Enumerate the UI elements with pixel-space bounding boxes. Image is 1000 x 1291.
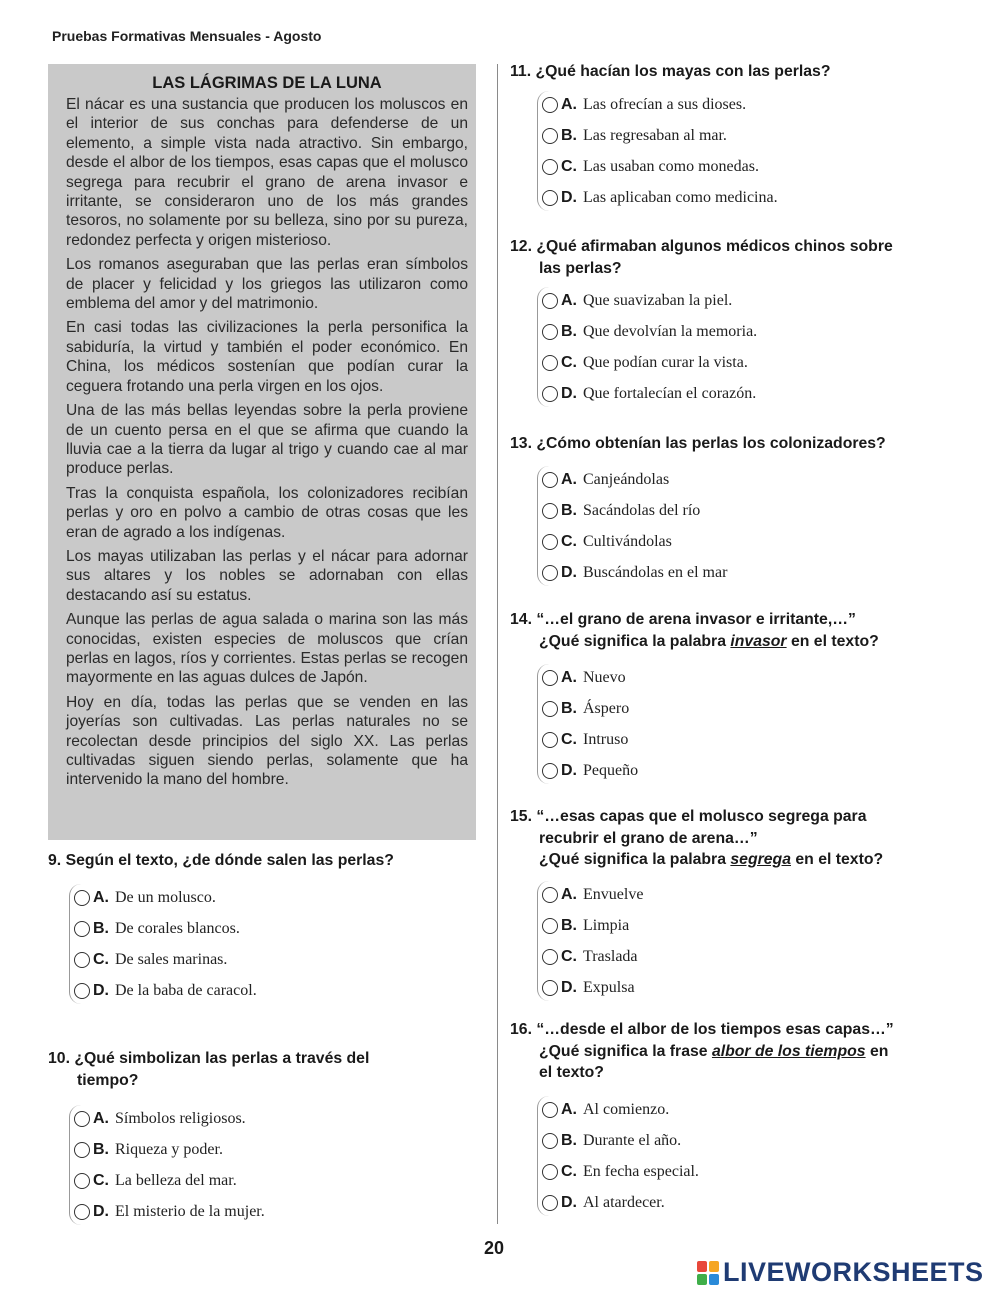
option-text: Que suavizaban la piel. [583,291,733,309]
question-10-options [74,1103,265,1227]
option-text: Al comienzo. [583,1100,670,1118]
question-12-options [542,285,757,409]
radio-bubble[interactable] [542,763,558,779]
answer-option[interactable] [542,316,757,347]
option-text: Limpia [583,916,630,934]
reading-paragraph: Hoy en día, todas las perlas que se venden en las joyerías son cultivadas. Las perlas naturales no se recolectan desde principios del siglo XX. Las perlas cultivadas siguen siendo perlas, solamente que ha intervenido la mano del hombre. [66,693,468,789]
option-letter: A. [561,291,577,309]
option-text: Nuevo [583,668,626,686]
radio-bubble[interactable] [74,952,90,968]
answer-option[interactable] [74,975,257,1006]
answer-option[interactable] [74,1103,265,1134]
question-11-options [542,89,778,213]
answer-option[interactable] [542,724,638,755]
radio-bubble[interactable] [542,949,558,965]
option-text: Envuelve [583,885,644,903]
radio-bubble[interactable] [542,887,558,903]
option-letter: A. [561,470,577,488]
answer-option[interactable] [542,662,638,693]
key-term: invasor [730,632,787,650]
option-letter: B. [93,919,109,937]
radio-bubble[interactable] [74,921,90,937]
answer-option[interactable] [542,182,778,213]
answer-option[interactable] [542,151,778,182]
radio-bubble[interactable] [542,1195,558,1211]
reading-paragraph: Una de las más bellas leyendas sobre la perla proviene de un cuento persa en el que se afirma que cuando la lluvia cae a la tierra da lugar al trigo y cuando cae al mar produce perlas. [66,402,468,478]
option-letter: B. [561,699,577,717]
option-text: Áspero [583,699,630,717]
option-letter: D. [561,188,577,206]
option-letter: C. [561,1162,577,1180]
answer-option[interactable] [74,944,257,975]
option-letter: D. [561,978,577,996]
option-letter: A. [93,888,109,906]
option-letter: C. [561,353,577,371]
radio-bubble[interactable] [542,565,558,581]
question-16: 16. “…desde el albor de los tiempos esas capas…” ¿Qué significa la frase albor de los tiempos en el texto? [510,1021,894,1081]
radio-bubble[interactable] [542,1164,558,1180]
option-text: Pequeño [583,761,639,779]
option-text: Que devolvían la memoria. [583,322,758,340]
option-letter: B. [561,126,577,144]
liveworksheets-logo-icon [697,1261,719,1285]
option-text: En fecha especial. [583,1162,699,1180]
radio-bubble[interactable] [542,293,558,309]
question-15: 15. “…esas capas que el molusco segrega para recubrir el grano de arena…” ¿Qué significa la palabra segrega en el texto? [510,808,884,868]
option-letter: A. [561,1100,577,1118]
reading-paragraph: Aunque las perlas de agua salada o marina son las más conocidas, existen especies de moluscos que crían perlas en lagos, ríos y corrientes. Estas perlas se recogen mayormente en las aguas dulces de Japón. [66,611,468,687]
option-letter: A. [561,95,577,113]
page-header: Pruebas Formativas Mensuales - Agosto [52,28,322,44]
reading-passage [48,64,476,840]
answer-option[interactable] [74,1165,265,1196]
radio-bubble[interactable] [542,701,558,717]
answer-option[interactable] [542,557,727,588]
radio-bubble[interactable] [542,190,558,206]
answer-option[interactable] [542,755,638,786]
option-letter: D. [93,1202,109,1220]
column-divider [497,64,498,1224]
answer-option[interactable] [542,378,757,409]
option-letter: B. [561,322,577,340]
question-14-options [542,662,638,786]
radio-bubble[interactable] [74,983,90,999]
radio-bubble[interactable] [74,890,90,906]
option-letter: B. [93,1140,109,1158]
question-14: 14. “…el grano de arena invasor e irritante,…” ¿Qué significa la palabra invasor en el texto? [510,611,879,650]
option-text: De un molusco. [115,888,216,906]
answer-option[interactable] [542,941,643,972]
option-text: Traslada [583,947,638,965]
option-text: Durante el año. [583,1131,682,1149]
reading-paragraph: El nácar es una sustancia que producen los moluscos en el interior de sus conchas para defenderse de un elemento, a simple vista nada atractivo. Sin embargo, desde el albor de los tiempos, esas capas que el molusco segrega para recubrir el grano de arena invasor e irritante, se consideraron uno de los más grandes tesoros, no solamente por su belleza, sino por su pureza, redondez perfecta y origen misterioso. [66,96,468,249]
reading-paragraph: Tras la conquista española, los colonizadores recibían perlas y oro en polvo a cambio de otras cosas que les eran de agrado a los indígenas. [66,484,468,541]
radio-bubble[interactable] [74,1204,90,1220]
option-text: El misterio de la mujer. [115,1202,265,1220]
answer-option[interactable] [542,1156,699,1187]
option-text: Símbolos religiosos. [115,1109,246,1127]
option-letter: A. [561,885,577,903]
radio-bubble[interactable] [542,918,558,934]
option-text: Buscándolas en el mar [583,563,728,581]
option-letter: B. [561,1131,577,1149]
answer-option[interactable] [542,347,757,378]
radio-bubble[interactable] [542,1102,558,1118]
option-letter: C. [561,532,577,550]
option-letter: C. [93,1171,109,1189]
option-text: Riqueza y poder. [115,1140,223,1158]
radio-bubble[interactable] [74,1142,90,1158]
reading-paragraph: Los mayas utilizaban las perlas y el nácar para adornar sus altares y los nobles se adornaban con ellas destacando así su estatus. [66,547,468,604]
option-letter: B. [561,501,577,519]
radio-bubble[interactable] [542,355,558,371]
answer-option[interactable] [74,1196,265,1227]
answer-option[interactable] [542,464,727,495]
radio-bubble[interactable] [542,980,558,996]
option-letter: D. [561,1193,577,1211]
brand-wordmark: LIVEWORKSHEETS [723,1257,984,1287]
option-text: Al atardecer. [583,1193,665,1211]
answer-option[interactable] [542,693,638,724]
option-text: De corales blancos. [115,919,240,937]
option-letter: C. [561,157,577,175]
radio-bubble[interactable] [542,534,558,550]
option-letter: B. [561,916,577,934]
question-12: 12. ¿Qué afirmaban algunos médicos chinos sobre las perlas? [510,238,893,277]
radio-bubble[interactable] [542,732,558,748]
question-9: 9. Según el texto, ¿de dónde salen las perlas? [48,852,394,869]
option-letter: A. [93,1109,109,1127]
option-text: Las usaban como monedas. [583,157,759,175]
option-text: Cultivándolas [583,532,672,550]
option-letter: D. [561,384,577,402]
radio-bubble[interactable] [542,159,558,175]
question-13-options [542,464,727,588]
answer-option[interactable] [542,120,778,151]
option-text: Las ofrecían a sus dioses. [583,95,747,113]
answer-option[interactable] [542,910,643,941]
radio-bubble[interactable] [74,1111,90,1127]
question-9-options [74,882,257,1006]
option-letter: D. [93,981,109,999]
option-letter: A. [561,668,577,686]
option-letter: C. [93,950,109,968]
reading-paragraph: En casi todas las civilizaciones la perla personifica la sabiduría, la virtud y también el poder económico. En China, los médicos sostenían que podían curar la ceguera frotando una perla virgen en los ojos. [66,319,468,395]
key-term: albor de los tiempos [711,1042,866,1060]
page-number: 20 [484,1238,505,1258]
question-11: 11. ¿Qué hacían los mayas con las perlas? [510,63,831,80]
answer-option[interactable] [542,89,778,120]
question-15-options [542,879,643,1003]
reading-title: LAS LÁGRIMAS DE LA LUNA [152,74,382,92]
option-text: Que fortalecían el corazón. [583,384,757,402]
reading-paragraph: Los romanos aseguraban que las perlas eran símbolos de placer y felicidad y los griegos las utilizaron como emblema del amor y del matrimonio. [66,256,468,313]
question-13: 13. ¿Cómo obtenían las perlas los colonizadores? [510,435,886,452]
radio-bubble[interactable] [74,1173,90,1189]
radio-bubble[interactable] [542,1133,558,1149]
brand-logo[interactable] [697,1257,984,1288]
option-text: Las regresaban al mar. [583,126,727,144]
option-text: De la baba de caracol. [115,981,257,999]
answer-option[interactable] [74,882,257,913]
answer-option[interactable] [542,972,643,1003]
answer-option[interactable] [74,913,257,944]
option-letter: C. [561,947,577,965]
answer-option[interactable] [542,495,727,526]
answer-option[interactable] [542,526,727,557]
radio-bubble[interactable] [542,472,558,488]
option-text: Canjeándolas [583,470,670,488]
option-letter: D. [561,563,577,581]
option-text: La belleza del mar. [115,1171,237,1189]
option-text: Que podían curar la vista. [583,353,748,371]
radio-bubble[interactable] [542,128,558,144]
option-letter: D. [561,761,577,779]
answer-option[interactable] [542,1125,699,1156]
option-text: Intruso [583,730,629,748]
question-16-options [542,1094,699,1218]
radio-bubble[interactable] [542,324,558,340]
question-10: 10. ¿Qué simbolizan las perlas a través del tiempo? [48,1050,370,1089]
key-term: segrega [730,851,791,868]
answer-option[interactable] [542,285,757,316]
answer-option[interactable] [542,1187,699,1218]
answer-option[interactable] [542,1094,699,1125]
radio-bubble[interactable] [542,670,558,686]
answer-option[interactable] [74,1134,265,1165]
option-text: De sales marinas. [115,950,228,968]
option-text: Expulsa [583,978,635,996]
option-text: Las aplicaban como medicina. [583,188,778,206]
option-letter: C. [561,730,577,748]
answer-option[interactable] [542,879,643,910]
option-text: Sacándolas del río [583,501,701,519]
radio-bubble[interactable] [542,97,558,113]
radio-bubble[interactable] [542,503,558,519]
radio-bubble[interactable] [542,386,558,402]
